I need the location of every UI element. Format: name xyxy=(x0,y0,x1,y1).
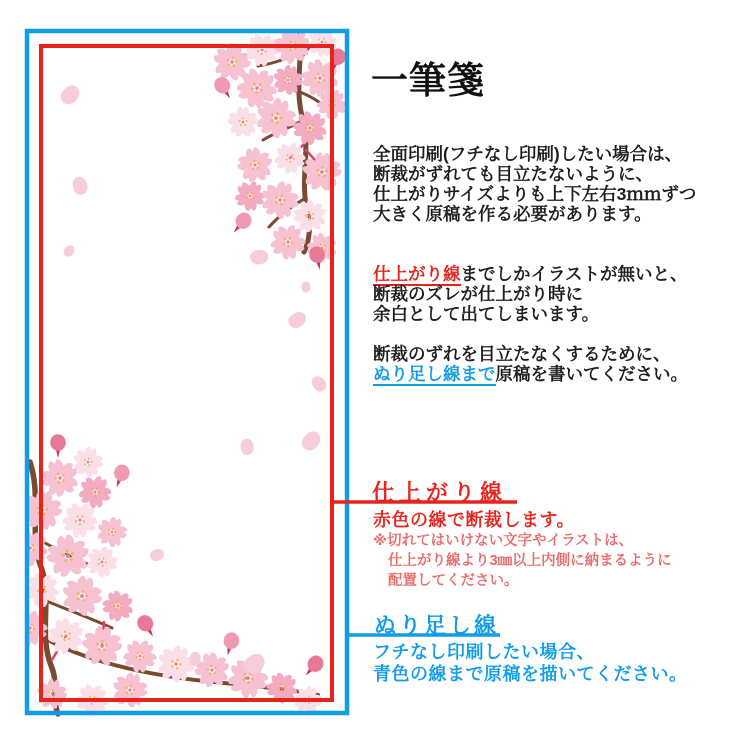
explain-line-3: 余白として出てしまいます。 xyxy=(373,304,600,324)
trim-note-line-3: 配置してください。 xyxy=(388,573,519,589)
explain-line-2: 断裁のズレが仕上がり時に xyxy=(373,284,583,304)
flower-cluster-bottom-left xyxy=(3,434,327,723)
instruction-paragraph xyxy=(373,344,688,384)
instruction-line-2 xyxy=(373,364,688,384)
bleed-line-description-line-1: フチなし印刷したい場合、 xyxy=(373,642,595,662)
explain-line-1 xyxy=(373,264,687,284)
trim-line-note xyxy=(373,531,672,591)
bleed-line-description xyxy=(373,641,688,685)
instruction-line-2-rest: 原稿を書いてください。 xyxy=(495,364,688,384)
page-title: 一筆箋 xyxy=(371,60,485,101)
instruction-line-1: 断裁のずれを目立たなくするために、 xyxy=(373,344,671,364)
intro-line-2: 断裁がずれても目立たないように、 xyxy=(373,164,653,184)
trim-line-term: 仕上がり線 xyxy=(373,264,461,284)
trim-line-subheading: 赤色の線で断裁します。 xyxy=(373,510,576,530)
intro-line-4: 大きく原稿を作る必要があります。 xyxy=(373,204,652,224)
trim-line-heading: 仕上がり線 xyxy=(372,480,508,505)
intro-line-3: 仕上がりサイズよりも上下左右3ｍｍずつ xyxy=(373,184,697,204)
explain-paragraph xyxy=(373,264,687,324)
trim-note-line-1: ※切れてはいけない文字やイラストは、 xyxy=(373,533,634,549)
explain-line-1-rest: までしかイラストが無いと、 xyxy=(460,264,688,284)
bleed-line-term: ぬり足し線まで xyxy=(373,364,496,384)
intro-paragraph xyxy=(373,144,696,224)
intro-line-1: 全面印刷(フチなし印刷)したい場合は、 xyxy=(373,144,683,164)
bleed-line-description-line-2: 青色の線まで原稿を描いてください。 xyxy=(373,664,688,684)
sakura-illustration xyxy=(3,22,353,723)
trim-note-line-2: 仕上がり線より3㎜以上内側に納まるように xyxy=(388,553,672,569)
bleed-line-heading: ぬり足し線 xyxy=(374,613,500,638)
